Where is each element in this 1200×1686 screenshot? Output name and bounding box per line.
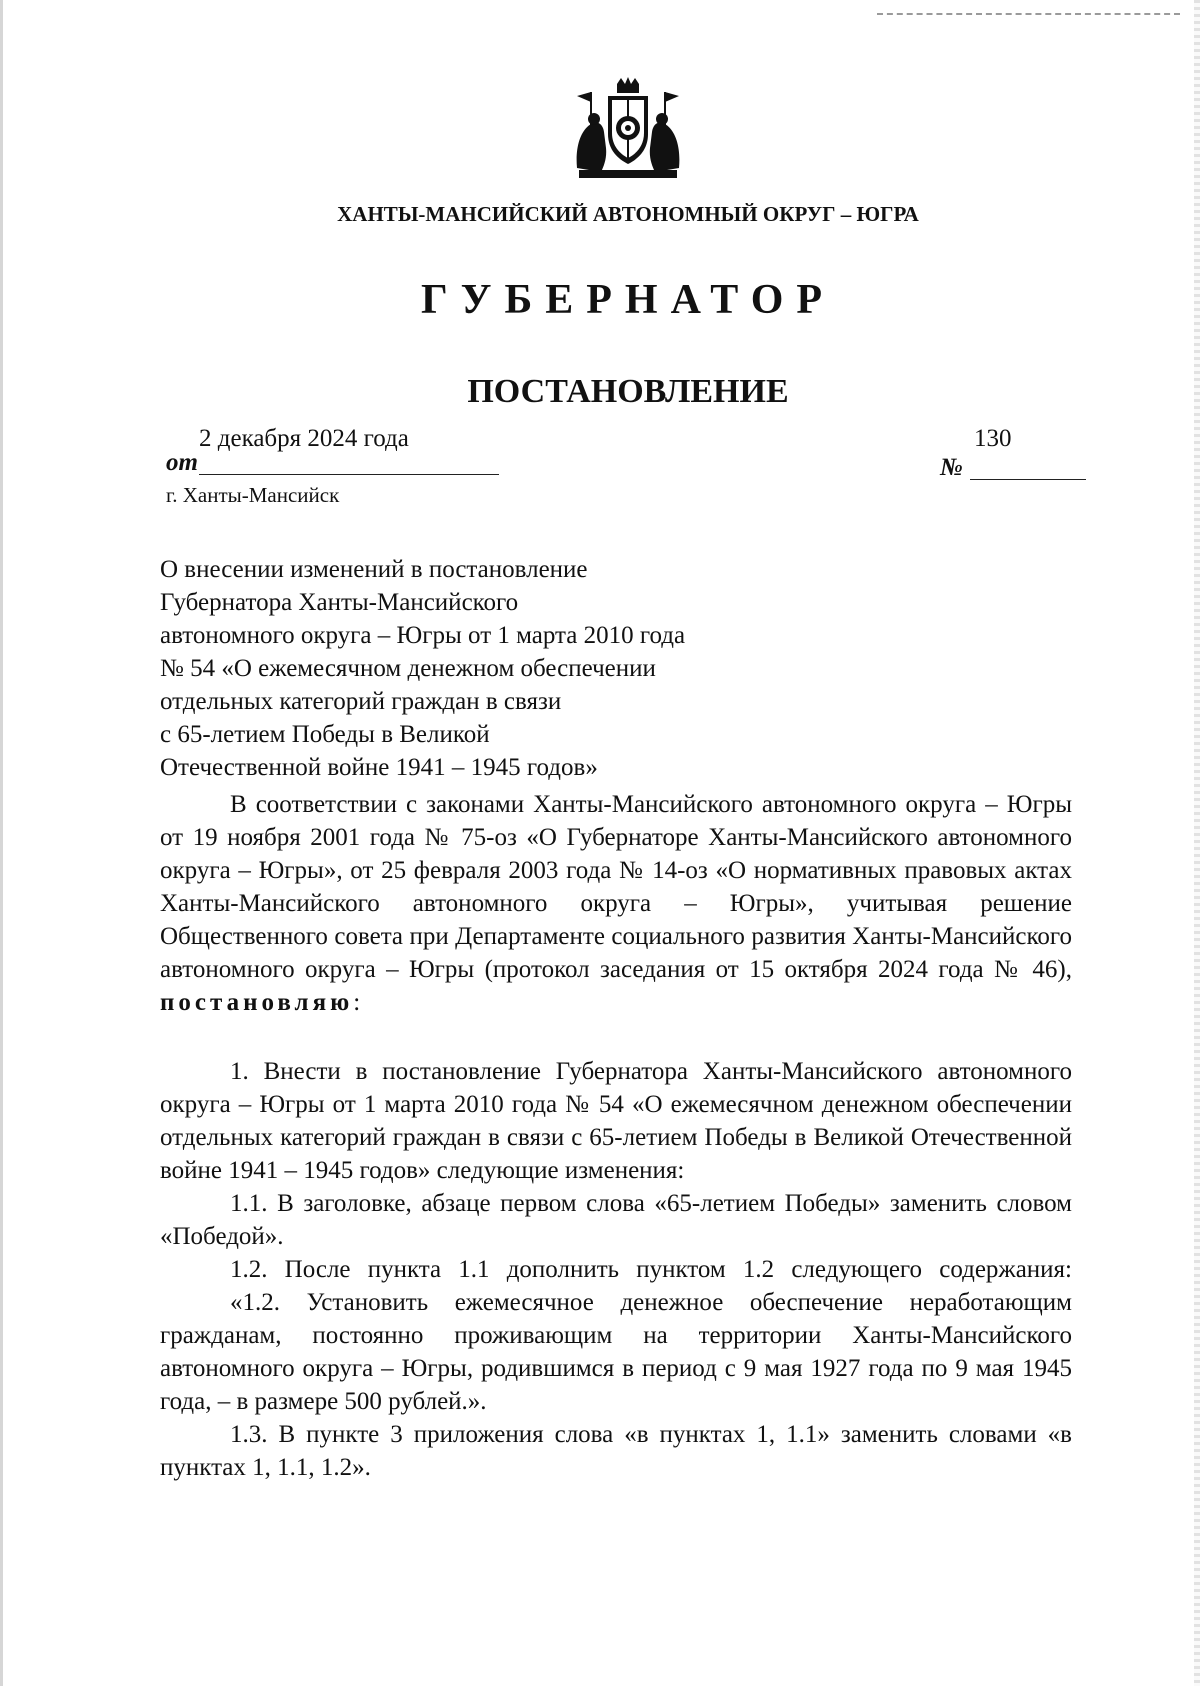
region-name: ХАНТЫ-МАНСИЙСКИЙ АВТОНОМНЫЙ ОКРУГ – ЮГРА (337, 202, 919, 226)
scan-edge-left (0, 0, 3, 1686)
item-1-3-paragraph: 1.3. В пункте 3 приложения слова «в пунктах 1, 1.1» заменить словами «в пунктах 1, 1.1, 1.2». (160, 1421, 1072, 1481)
item-1-1-paragraph: 1.1. В заголовке, абзаце первом слова «65-летием Победы» заменить словом «Победой». (160, 1190, 1072, 1250)
document-date: 2 декабря 2024 года (199, 425, 409, 452)
number-prefix: № (940, 454, 963, 481)
item-1-2-paragraph: 1.2. После пункта 1.1 дополнить пунктом 1.2 следующего содержания: (230, 1256, 1072, 1283)
document-type-heading: ПОСТАНОВЛЕНИЕ (467, 373, 789, 410)
title-line: № 54 «О ежемесячном денежном обеспечении (160, 655, 656, 682)
city-name: г. Ханты-Мансийск (166, 483, 340, 507)
item-1-paragraph: 1. Внести в постановление Губернатора Ханты-Мансийского автономного округа – Югры от 1 марта 2010 года № 54 «О ежемесячном денежном обеспечении отдельных категорий граждан в связи с 65-летием Победы в Великой Отечественной войне 1941 – 1945 годов» следующие изменения: (160, 1058, 1072, 1184)
date-underline (199, 474, 499, 475)
title-line: Отечественной войне 1941 – 1945 годов» (160, 754, 598, 781)
preamble-paragraph (160, 788, 1072, 1019)
document-body (160, 788, 1072, 1484)
authority-heading: ГУБЕРНАТОР (420, 277, 836, 323)
coat-of-arms-emblem (571, 76, 685, 180)
top-dashed-rule (877, 13, 1180, 15)
document-number: 130 (974, 425, 1012, 452)
date-prefix: от (166, 449, 198, 476)
item-1-2-quoted-text: «1.2. Установить ежемесячное денежное обеспечение неработающим гражданам, постоянно проживающим на территории Ханты-Мансийского автономного округа – Югры, родившимся в период с 9 мая 1927 года по 9 мая 1945 года, – в размере 500 рублей.». (160, 1289, 1072, 1415)
number-underline (970, 479, 1086, 480)
document-title (160, 553, 685, 784)
resolve-word: постановляю (160, 989, 354, 1016)
title-line: отдельных категорий граждан в связи (160, 688, 562, 715)
title-line: с 65-летием Победы в Великой (160, 721, 490, 748)
preamble-text: В соответствии с законами Ханты-Мансийского автономного округа – Югры от 19 ноября 2001 года № 75-оз «О Губернаторе Ханты-Мансийского автономного округа – Югры», от 25 февраля 2003 года № 14-оз «О нормативных правовых актах Ханты-Мансийского автономного округа – Югры», учитывая решение Общественного совета при Департаменте социального развития Ханты-Мансийского автономного округа – Югры (протокол заседания от 15 октября 2024 года № 46), (160, 791, 1072, 983)
title-line: автономного округа – Югры от 1 марта 2010 года (160, 622, 686, 649)
resolve-colon: : (353, 989, 361, 1016)
scan-edge-right (1194, 0, 1200, 1686)
title-line: Губернатора Ханты-Мансийского (160, 589, 519, 616)
title-line: О внесении изменений в постановление (160, 556, 588, 583)
